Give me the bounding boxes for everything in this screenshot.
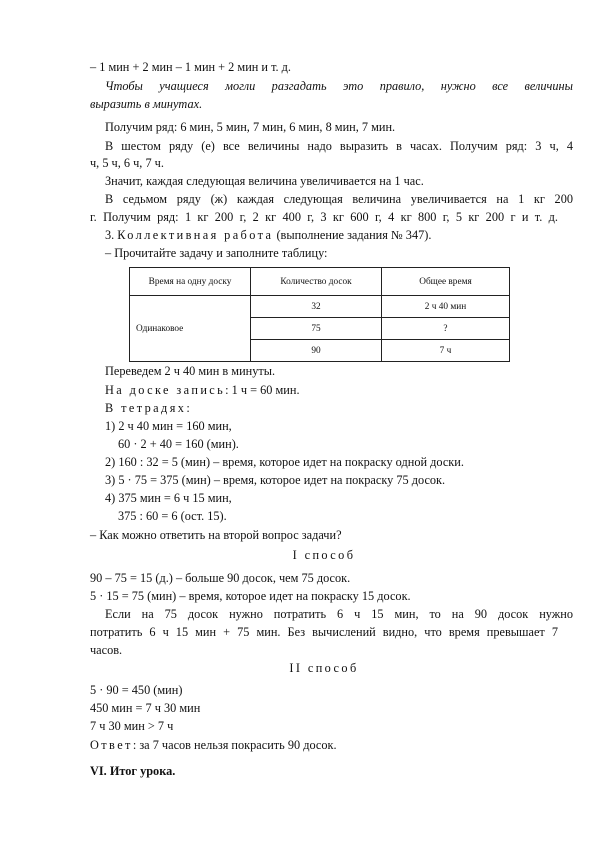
italic-text-line: выразить в минутах. [90,97,203,111]
method-line: часов. [90,643,123,657]
text-line: ч, 5 ч, 6 ч, 7 ч. [90,156,164,170]
table-row [130,296,510,318]
table-header-row [130,268,510,296]
answer-text: : за 7 часов нельзя покрасить 90 досок. [132,738,337,752]
table-header-cell: Время на одну доску [130,268,251,296]
table-cell: 32 [251,296,382,318]
method-line: Если на 75 досок нужно потратить 6 ч 15 мин, то на 90 досок нужно [105,607,573,621]
colon: : [186,401,190,415]
spaced-emphasis: Коллективная работа [117,228,274,242]
board-note [105,383,573,397]
table-header-cell: Общее время [382,268,510,296]
solution-step: 375 : 60 = 6 (ост. 15). [118,509,227,523]
notebook-note [105,401,573,415]
text-line: Значит, каждая следующая величина увеличивается на 1 час. [105,174,424,188]
answer-line [90,738,558,752]
table-cell: 2 ч 40 мин [382,296,510,318]
table-cell: ? [382,318,510,340]
section-heading [105,228,573,242]
table-merged-cell: Одинаковое [130,296,251,362]
table-cell: 90 [251,340,382,362]
solution-step: 4) 375 мин = 6 ч 15 мин, [105,491,232,505]
section-heading: VI. Итог урока. [90,764,176,778]
method-line: 5 · 90 = 450 (мин) [90,683,183,697]
table-cell: 75 [251,318,382,340]
text-line: В шестом ряду (е) все величины надо выразить в часах. Получим ряд: 3 ч, 4 [105,139,573,153]
text-line: – 1 мин + 2 мин – 1 мин + 2 мин и т. д. [90,60,292,74]
text-line: Переведем 2 ч 40 мин в минуты. [105,364,276,378]
text-line: В седьмом ряду (ж) каждая следующая величина увеличивается на 1 кг 200 [105,192,573,206]
spaced-emphasis: Ответ [90,738,133,752]
table-header-cell: Количество досок [251,268,382,296]
board-formula: : 1 ч = 60 мин. [225,383,300,397]
method-line: 90 – 75 = 15 (д.) – больше 90 досок, чем 75 досок. [90,571,351,585]
text-line: – Прочитайте задачу и заполните таблицу: [105,246,328,260]
text-line: Получим ряд: 6 мин, 5 мин, 7 мин, 6 мин, 8 мин, 7 мин. [105,120,396,134]
task-table [129,267,510,362]
italic-text-line: Чтобы учащиеся могли разгадать это правило, нужно все величины [105,79,573,93]
method-line: 5 · 15 = 75 (мин) – время, которое идет на покраску 15 досок. [90,589,411,603]
text-line: – Как можно ответить на второй вопрос задачи? [90,528,342,542]
solution-step: 60 · 2 + 40 = 160 (мин). [118,437,239,451]
text-line: г. Получим ряд: 1 кг 200 г, 2 кг 400 г, 3 кг 600 г, 4 кг 800 г, 5 кг 200 г и т. д. [90,210,558,224]
solution-step: 3) 5 · 75 = 375 (мин) – время, которое идет на покраску 75 досок. [105,473,446,487]
method-line: 7 ч 30 мин > 7 ч [90,719,174,733]
method-line: 450 мин = 7 ч 30 мин [90,701,201,715]
spaced-emphasis: На доске запись [105,383,226,397]
solution-step: 2) 160 : 32 = 5 (мин) – время, которое идет на покраску одной доски. [105,455,464,469]
table-cell: 7 ч [382,340,510,362]
method-title: I способ [292,548,356,562]
method-line: потратить 6 ч 15 мин + 75 мин. Без вычислений видно, что время превышает 7 [90,625,558,639]
method-title: II способ [289,661,359,675]
spaced-emphasis: В тетрадях [105,401,187,415]
section-number: 3. [105,228,118,242]
section-suffix: (выполнение задания № 347). [273,228,432,242]
solution-step: 1) 2 ч 40 мин = 160 мин, [105,419,232,433]
